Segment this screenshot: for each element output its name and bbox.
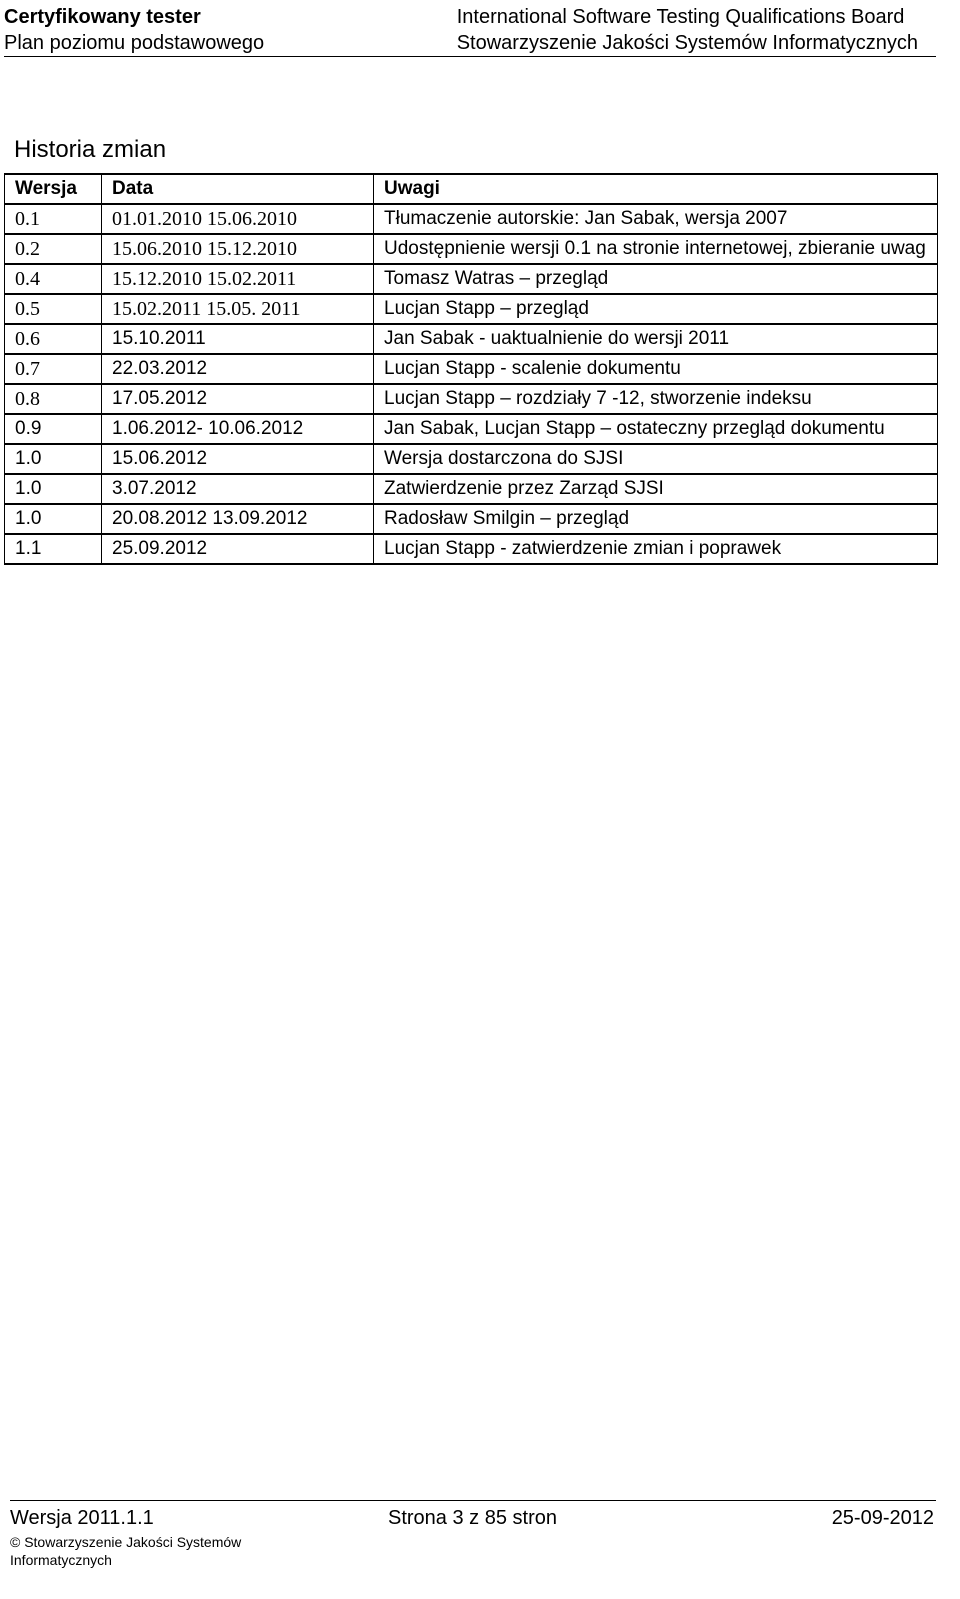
document-subtitle: Plan poziomu podstawowego [4, 32, 265, 54]
date-cell: 25.09.2012 [102, 534, 374, 564]
date-cell: 15.10.2011 [102, 324, 374, 354]
version-cell: 0.4 [5, 264, 102, 294]
date-cell: 20.08.2012 13.09.2012 [102, 504, 374, 534]
document-title: Certyfikowany tester [4, 6, 201, 28]
version-cell: 1.1 [5, 534, 102, 564]
note-cell: Tomasz Watras – przegląd [374, 264, 938, 294]
table-row [5, 324, 938, 354]
version-cell: 0.6 [5, 324, 102, 354]
date-cell: 3.07.2012 [102, 474, 374, 504]
association-name: Stowarzyszenie Jakości Systemów Informatycznych [456, 32, 918, 54]
note-cell: Lucjan Stapp – rozdziały 7 -12, stworzenie indeksu [374, 384, 938, 414]
table-row [5, 294, 938, 324]
note-cell: Tłumaczenie autorskie: Jan Sabak, wersja 2007 [374, 204, 938, 234]
table-row [5, 264, 938, 294]
table-row [5, 354, 938, 384]
date-cell: 15.12.2010 15.02.2011 [102, 264, 374, 294]
section-title: Historia zmian [14, 136, 167, 163]
table-row [5, 384, 938, 414]
table-row [5, 474, 938, 504]
header-right [457, 4, 918, 56]
note-cell: Jan Sabak, Lucjan Stapp – ostateczny przegląd dokumentu [374, 414, 938, 444]
version-cell: 0.7 [5, 354, 102, 384]
change-history-table [4, 173, 938, 565]
note-cell: Lucjan Stapp – przegląd [374, 294, 938, 324]
date-cell: 1.06.2012- 10.06.2012 [102, 414, 374, 444]
organization-name: International Software Testing Qualifications Board [456, 6, 905, 28]
table-header-row [5, 174, 938, 204]
column-header-notes: Uwagi [374, 174, 938, 204]
page-footer [10, 1500, 936, 1591]
version-cell: 1.0 [5, 444, 102, 474]
date-cell: 15.06.2012 [102, 444, 374, 474]
note-cell: Lucjan Stapp - scalenie dokumentu [374, 354, 938, 384]
footer-version: Wersja 2011.1.1 [10, 1507, 154, 1529]
version-cell: 0.5 [5, 294, 102, 324]
version-cell: 0.8 [5, 384, 102, 414]
table-row [5, 234, 938, 264]
table-row [5, 444, 938, 474]
table-row [5, 414, 938, 444]
note-cell: Zatwierdzenie przez Zarząd SJSI [374, 474, 938, 504]
note-cell: Lucjan Stapp - zatwierdzenie zmian i poprawek [374, 534, 938, 564]
footer-copyright: © Stowarzyszenie Jakości Systemów Informatycznych [10, 1534, 242, 1568]
table-row [5, 534, 938, 564]
note-cell: Udostępnienie wersji 0.1 na stronie internetowej, zbieranie uwag [374, 234, 938, 264]
table-row [5, 204, 938, 234]
page-header [4, 2, 936, 57]
note-cell: Radosław Smilgin – przegląd [374, 504, 938, 534]
header-left [4, 4, 264, 56]
version-cell: 0.2 [5, 234, 102, 264]
date-cell: 22.03.2012 [102, 354, 374, 384]
date-cell: 17.05.2012 [102, 384, 374, 414]
column-header-version: Wersja [5, 174, 102, 204]
version-cell: 0.9 [5, 414, 102, 444]
note-cell: Jan Sabak - uaktualnienie do wersji 2011 [374, 324, 938, 354]
note-cell: Wersja dostarczona do SJSI [374, 444, 938, 474]
column-header-date: Data [102, 174, 374, 204]
footer-date: 25-09-2012 [831, 1507, 934, 1529]
version-cell: 1.0 [5, 474, 102, 504]
table-row [5, 504, 938, 534]
version-cell: 1.0 [5, 504, 102, 534]
footer-page-number: Strona 3 z 85 stron [388, 1507, 557, 1529]
date-cell: 15.06.2010 15.12.2010 [102, 234, 374, 264]
version-cell: 0.1 [5, 204, 102, 234]
date-cell: 01.01.2010 15.06.2010 [102, 204, 374, 234]
date-cell: 15.02.2011 15.05. 2011 [102, 294, 374, 324]
